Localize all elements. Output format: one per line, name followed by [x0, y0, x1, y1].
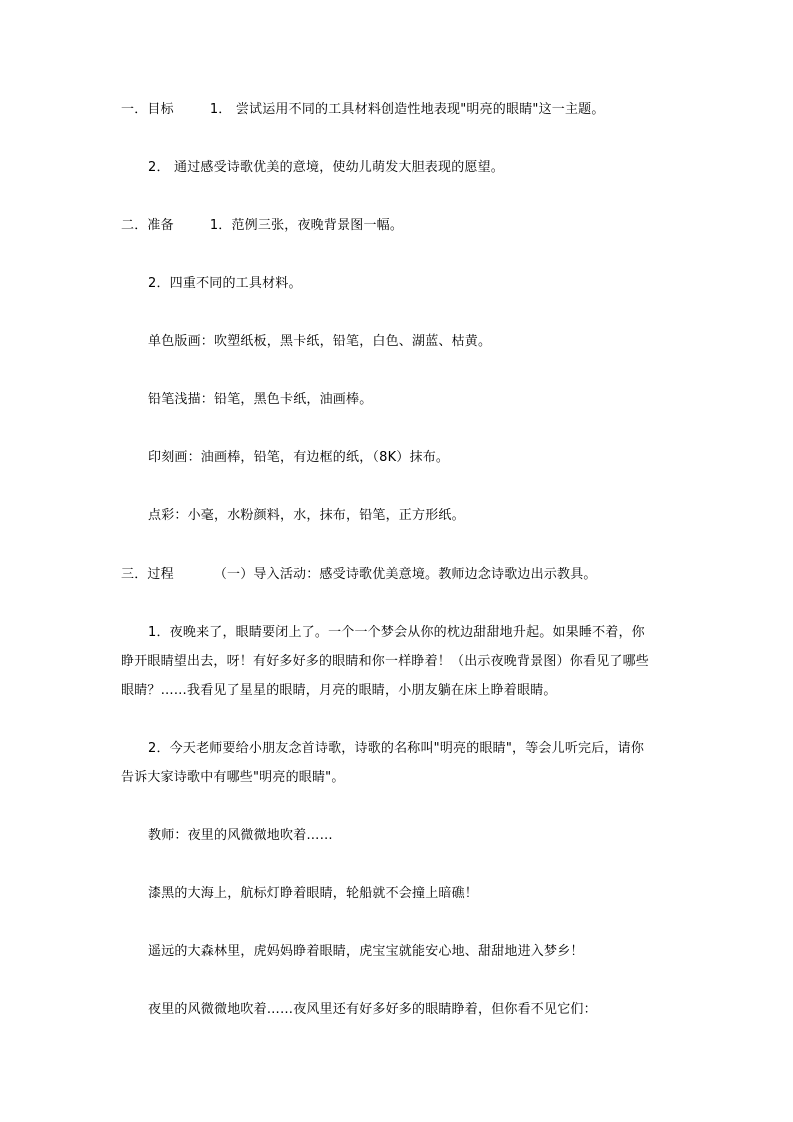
goal-item-1: 1． 尝试运用不同的工具材料创造性地表现"明亮的眼睛"这一主题。	[209, 102, 605, 117]
prep-heading: 二．准备	[121, 218, 174, 233]
material-line: 铅笔浅描：铅笔，黑色卡纸，油画棒。	[148, 392, 373, 407]
paragraph-line: 2．今天老师要给小朋友念首诗歌，诗歌的名称叫"明亮的眼睛"，等会儿听完后，请你	[148, 741, 645, 756]
poem-line: 教师：夜里的风微微地吹着……	[148, 828, 333, 843]
process-line	[121, 565, 597, 585]
paragraph-line: 告诉大家诗歌中有哪些"明亮的眼睛"。	[121, 770, 345, 785]
prep-item-1: 1．范例三张，夜晚背景图一幅。	[209, 218, 404, 233]
process-intro: （一）导入活动：感受诗歌优美意境。教师边念诗歌边出示教具。	[213, 567, 597, 582]
process-heading: 三．过程	[121, 567, 174, 582]
prep-item-2: 2．四重不同的工具材料。	[148, 276, 302, 291]
prep-line	[121, 216, 403, 236]
goal-item-2: 2． 通过感受诗歌优美的意境，使幼儿萌发大胆表现的愿望。	[148, 160, 505, 175]
material-line: 点彩：小毫，水粉颜料，水，抹布，铅笔，正方形纸。	[148, 508, 465, 523]
paragraph-line: 眼睛？……我看见了星星的眼睛，月亮的眼睛，小朋友躺在床上睁着眼睛。	[121, 683, 557, 698]
material-line: 印刻画：油画棒，铅笔，有边框的纸，（8K）抹布。	[148, 450, 450, 465]
poem-line: 遥远的大森林里，虎妈妈睁着眼睛，虎宝宝就能安心地、甜甜地进入梦乡！	[148, 944, 584, 959]
goal-line	[121, 100, 605, 120]
poem-line: 夜里的风微微地吹着……夜风里还有好多好多的眼睛睁着，但你看不见它们：	[148, 1002, 597, 1017]
poem-line: 漆黑的大海上，航标灯睁着眼睛，轮船就不会撞上暗礁！	[148, 886, 479, 901]
goal-heading: 一．目标	[121, 102, 174, 117]
paragraph-line: 1．夜晚来了，眼睛要闭上了。一个一个梦会从你的枕边甜甜地升起。如果睡不着，你	[148, 625, 645, 640]
material-line: 单色版画：吹塑纸板，黑卡纸，铅笔，白色、湖蓝、枯黄。	[148, 334, 492, 349]
paragraph-line: 睁开眼睛望出去，呀！有好多好多的眼睛和你一样睁着！（出示夜晚背景图）你看见了哪些	[121, 654, 650, 669]
